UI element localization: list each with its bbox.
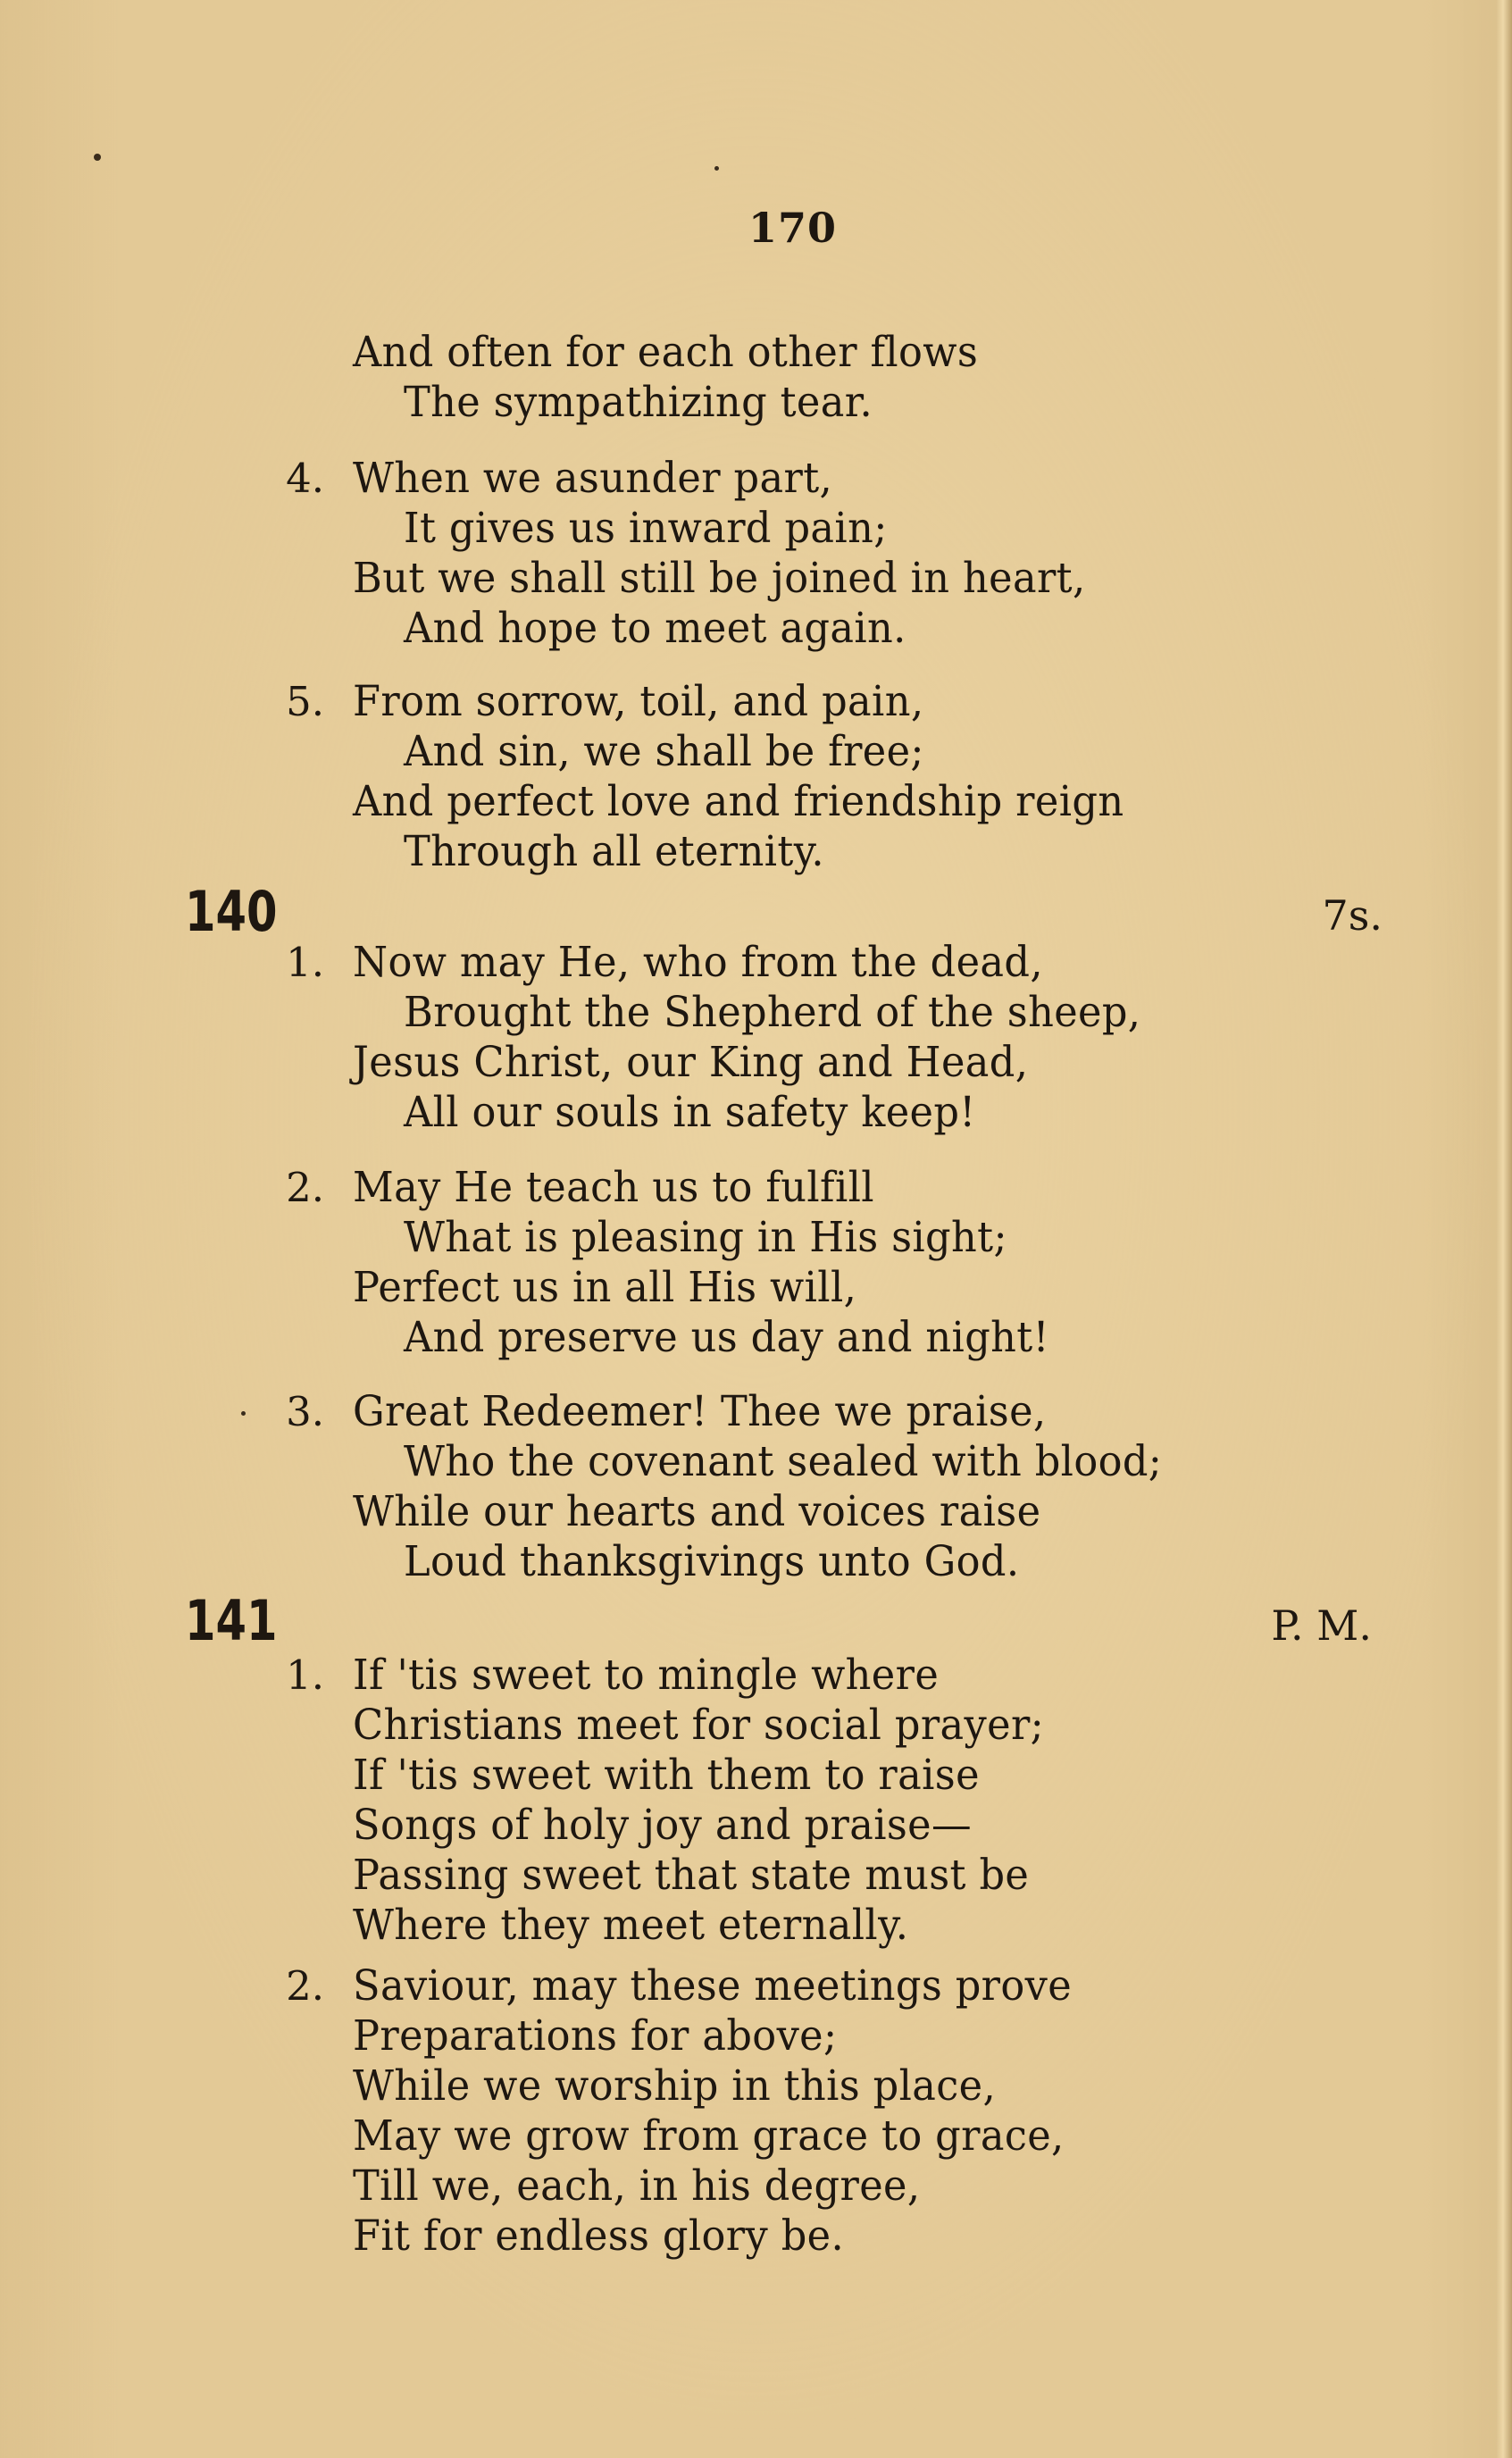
hymn-number: 140 — [185, 879, 278, 944]
verse-number: 1. — [286, 1651, 324, 1699]
verse-line: If 'tis sweet with them to raise — [353, 1751, 980, 1800]
verse-number: 5. — [286, 678, 324, 725]
verse-number: 4. — [286, 455, 324, 502]
verse-line: And sin, we shall be free; — [404, 727, 924, 776]
verse-line: And hope to meet again. — [404, 604, 906, 653]
verse-line: Christians meet for social prayer; — [353, 1701, 1045, 1750]
paper-speck — [94, 154, 101, 161]
verse-line: May He teach us to fulfill — [353, 1163, 874, 1212]
verse-line: And perfect love and friendship reign — [353, 777, 1124, 826]
verse-line: And preserve us day and night! — [404, 1313, 1049, 1362]
verse-number: 1. — [286, 939, 324, 986]
verse-line: Preparations for above; — [353, 2011, 838, 2061]
verse-number: 2. — [286, 1962, 324, 2010]
page-number: 170 — [748, 204, 838, 252]
verse-line: Where they meet eternally. — [353, 1901, 909, 1950]
verse-line: Saviour, may these meetings prove — [353, 1961, 1073, 2011]
verse-line: Till we, each, in his degree, — [353, 2161, 921, 2211]
paper-speck — [241, 1411, 246, 1416]
verse-line: Passing sweet that state must be — [353, 1851, 1030, 1900]
verse-line: While our hearts and voices raise — [353, 1487, 1041, 1536]
verse-line: What is pleasing in His sight; — [404, 1213, 1007, 1262]
verse-line: And often for each other flows — [353, 328, 979, 377]
verse-line: May we grow from grace to grace, — [353, 2111, 1065, 2161]
verse-line: If 'tis sweet to mingle where — [353, 1651, 940, 1700]
verse-line: Fit for endless glory be. — [353, 2211, 845, 2261]
verse-line: All our souls in safety keep! — [404, 1088, 976, 1137]
verse-line: Jesus Christ, our King and Head, — [353, 1038, 1029, 1087]
hymn-number: 141 — [185, 1588, 278, 1653]
verse-line: Great Redeemer! Thee we praise, — [353, 1387, 1047, 1436]
verse-line: Now may He, who from the dead, — [353, 938, 1043, 987]
verse-line: The sympathizing tear. — [404, 378, 873, 427]
verse-line: From sorrow, toil, and pain, — [353, 677, 924, 726]
verse-line: While we worship in this place, — [353, 2061, 997, 2111]
verse-line: Songs of holy joy and praise— — [353, 1801, 972, 1850]
hymn-meter: 7s. — [1322, 891, 1383, 940]
verse-line: It gives us inward pain; — [404, 504, 888, 553]
verse-number: 2. — [286, 1164, 324, 1211]
verse-line: Loud thanksgivings unto God. — [404, 1537, 1020, 1586]
verse-line: Through all eternity. — [404, 827, 825, 876]
verse-line: When we asunder part, — [353, 454, 833, 503]
verse-number: 3. — [286, 1388, 324, 1435]
verse-line: But we shall still be joined in heart, — [353, 554, 1086, 603]
verse-line: Perfect us in all His will, — [353, 1263, 857, 1312]
verse-line: Brought the Shepherd of the sheep, — [404, 988, 1141, 1037]
hymn-meter: P. M. — [1271, 1601, 1372, 1650]
verse-line: Who the covenant sealed with blood; — [404, 1437, 1163, 1486]
paper-speck — [714, 166, 719, 171]
page-edge — [1496, 0, 1512, 2458]
